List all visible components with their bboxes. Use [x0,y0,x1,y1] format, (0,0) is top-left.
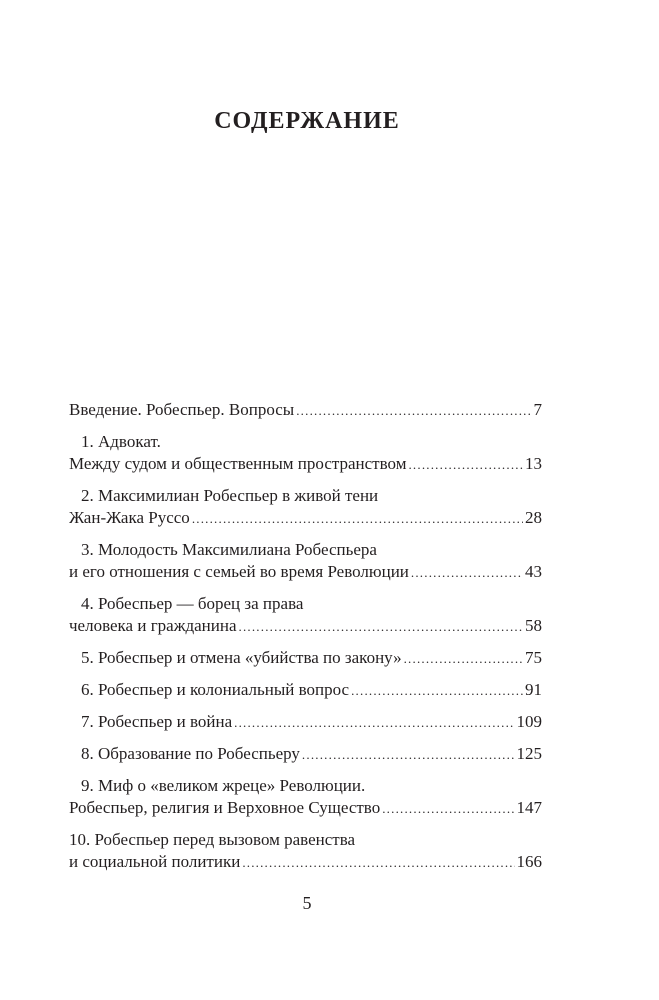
toc-entry-title-line: 10. Робеспьер перед вызовом равенства [69,830,356,849]
toc-entry-page: 7 [533,400,542,419]
dot-leader [296,400,531,422]
dot-leader [239,616,524,638]
page-number: 5 [302,893,312,913]
toc-entry-text: и его отношения с семьей во время Революции [69,562,409,581]
dot-leader [242,852,514,874]
toc-entry-page: 75 [525,648,542,667]
toc-entry-leader-line [69,647,542,669]
toc-entry-page: 13 [525,454,542,473]
toc-entry-text: Между судом и общественным пространством [69,454,407,473]
toc-entry-page: 109 [516,712,542,731]
toc-entry [69,593,542,637]
toc-entry-text: 7. Робеспьер и война [81,712,233,731]
toc-entry-title-line: 3. Молодость Максимилиана Робеспьера [81,540,377,559]
toc-entry [69,775,542,819]
toc-entry [69,711,542,733]
dot-leader [404,648,523,670]
toc-entry [69,431,542,475]
toc-entry-text: 6. Робеспьер и колониальный вопрос [81,680,350,699]
dot-leader [192,508,523,530]
toc-entry-leader-line [69,507,542,529]
toc-entry-text: человека и гражданина [69,616,237,635]
toc-entry [69,829,542,873]
dot-leader [302,744,515,766]
toc-entry-text: Робеспьер, религия и Верховное Существо [69,798,381,817]
toc-entry [69,539,542,583]
toc-entry-page: 28 [525,508,542,527]
toc-entry [69,679,542,701]
dot-leader [382,798,514,820]
toc-entry-text: Введение. Робеспьер. Вопросы [69,400,295,419]
toc-entry-leader-line [69,711,542,733]
toc-entry-leader-line [69,561,542,583]
toc-entry-leader-line [69,399,542,421]
toc-entry-title-line: 2. Максимилиан Робеспьер в живой тени [81,486,379,505]
toc-entry-text: и социальной политики [69,852,241,871]
toc-entry-text: 5. Робеспьер и отмена «убийства по закону» [81,648,402,667]
dot-leader [411,562,523,584]
toc-entry [69,743,542,765]
dot-leader [351,680,523,702]
toc-entry-leader-line [69,797,542,819]
toc-entry-page: 166 [516,852,542,871]
toc-entry-leader-line [69,453,542,475]
toc-entry-title-line: 1. Адвокат. [81,432,161,451]
dot-leader [234,712,514,734]
dot-leader [408,454,523,476]
toc-entry-page: 91 [525,680,542,699]
page-title: СОДЕРЖАНИЕ [214,108,400,134]
toc-entry-page: 125 [516,744,542,763]
toc-entry [69,399,542,421]
toc-entry-title-line: 9. Миф о «великом жреце» Революции. [81,776,366,795]
table-of-contents [69,399,542,883]
toc-entry-leader-line [69,851,542,873]
toc-entry [69,647,542,669]
toc-entry-text: 8. Образование по Робеспьеру [81,744,300,763]
toc-entry-title-line: 4. Робеспьер — борец за права [81,594,304,613]
toc-entry-text: Жан-Жака Руссо [69,508,190,527]
toc-entry-leader-line [69,743,542,765]
toc-entry-leader-line [69,615,542,637]
toc-entry-leader-line [69,679,542,701]
toc-entry-page: 147 [516,798,542,817]
toc-entry [69,485,542,529]
toc-entry-page: 43 [525,562,542,581]
toc-entry-page: 58 [525,616,542,635]
